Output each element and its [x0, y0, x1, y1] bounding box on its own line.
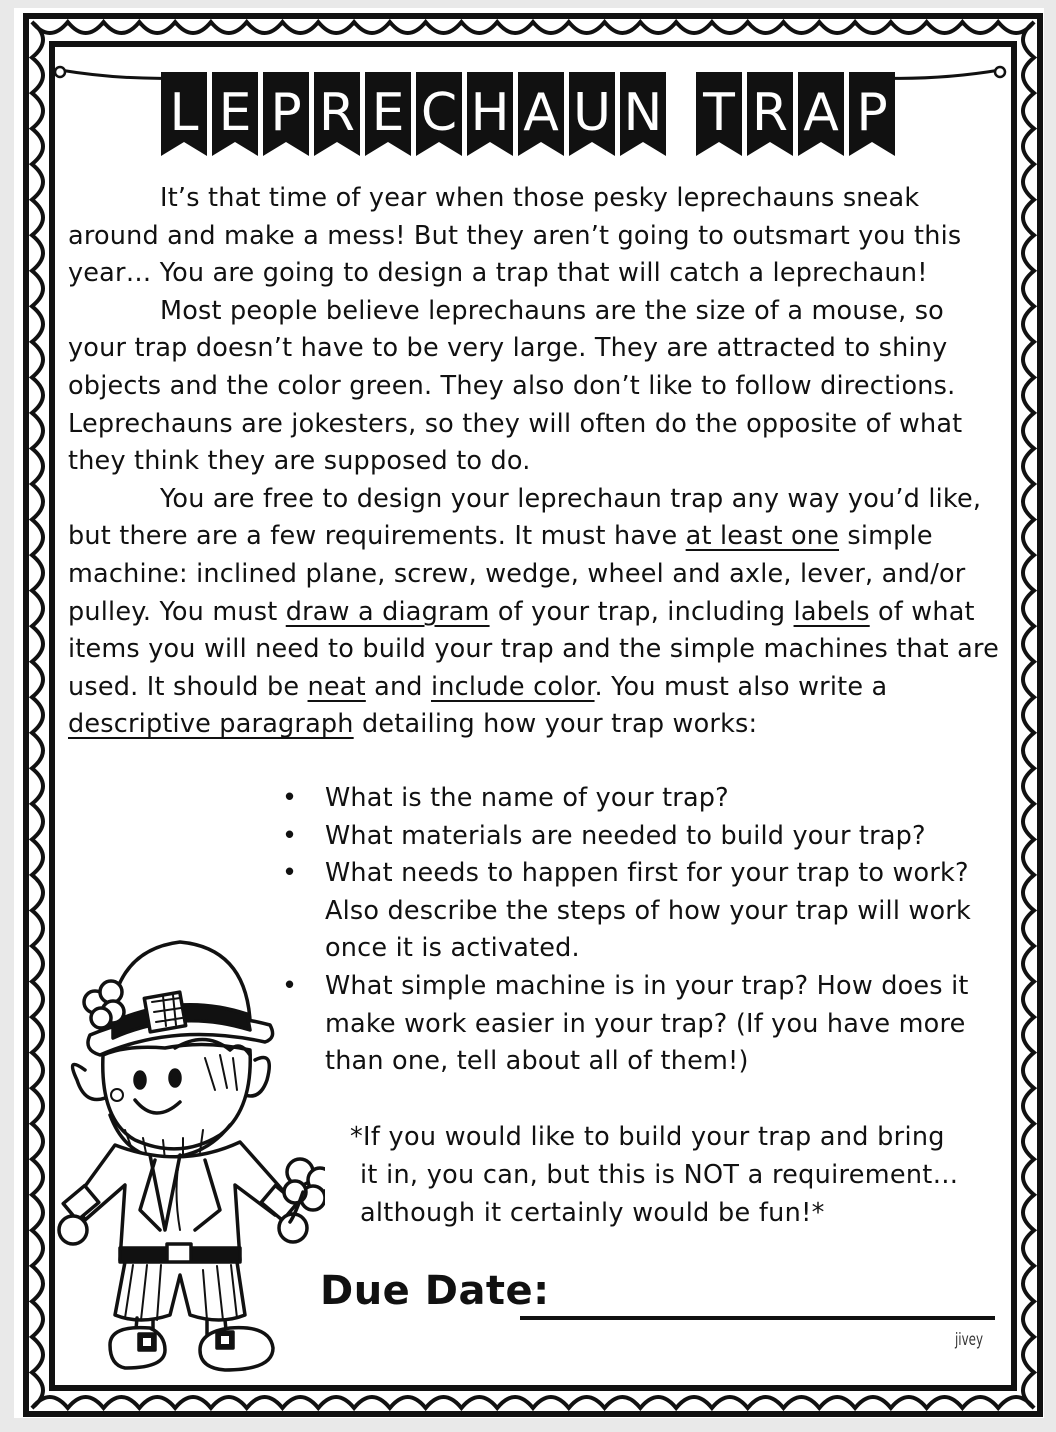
- banner-pennant: [747, 72, 793, 156]
- author-credit: jivey: [955, 1330, 984, 1350]
- banner-letter: E: [371, 83, 405, 143]
- underline-draw-a-diagram: draw a diagram: [285, 596, 490, 627]
- banner-pennant: [161, 72, 207, 156]
- banner-letter: A: [523, 83, 559, 143]
- banner-letter: P: [270, 83, 302, 143]
- banner-pennant: [518, 72, 564, 156]
- list-item: • What is the name of your trap?: [280, 780, 980, 818]
- leprechaun-illustration: [55, 930, 325, 1380]
- banner-letter: P: [856, 83, 888, 143]
- banner-letter: R: [751, 83, 789, 143]
- banner-letter: E: [218, 83, 252, 143]
- list-item: • What simple machine is in your trap? How does it make work easier in your trap? (If you have more than one, tell about all of them!): [280, 968, 980, 1081]
- list-item: • What materials are needed to build your trap?: [280, 818, 980, 856]
- banner-pennant: [416, 72, 462, 156]
- due-date-label: Due Date:: [320, 1268, 550, 1314]
- requirements-paragraph: You are free to design your leprechaun trap any way you’d like, but there are a few requirements. It must have at least one simple machine: inclined plane, screw, wedge, wheel and axle, lever, and/or pulley. You must draw a diagram of your trap, including labels of what items you will need to build your trap and the simple machines that are used. It should be neat and include color. You must also write a descriptive paragraph detailing how your trap works:: [68, 483, 999, 740]
- underline-labels: labels: [793, 596, 870, 627]
- list-item: • What needs to happen first for your trap to work? Also describe the steps of how your trap will work once it is activated.: [280, 855, 980, 968]
- banner-pennant: [620, 72, 666, 156]
- banner-letter: U: [572, 83, 612, 143]
- banner-letter: L: [169, 83, 199, 143]
- instructions-text: [68, 180, 1003, 744]
- underline-at-least-one: at least one: [685, 521, 840, 552]
- title-banner: [0, 70, 1056, 170]
- underline-descriptive-paragraph: descriptive paragraph: [68, 709, 354, 740]
- question-list: [280, 780, 980, 1081]
- note-line: it in, you can, but this is NOT a requirement…: [360, 1160, 959, 1190]
- leprechaun-facts-paragraph: Most people believe leprechauns are the size of a mouse, so your trap doesn’t have to be very large. They are attracted to shiny objects and the color green. They also don’t like to follow directions. Leprechauns are jokesters, so they will often do the opposite of what they think they are supposed to do.: [68, 295, 963, 477]
- underline-include-color: include color: [431, 671, 595, 702]
- banner-pennant: [467, 72, 513, 156]
- note-line: although it certainly would be fun!*: [360, 1198, 825, 1228]
- optional-build-note: [350, 1118, 990, 1232]
- intro-paragraph: It’s that time of year when those pesky leprechauns sneak around and make a mess! But they aren’t going to outsmart you this year… You are going to design a trap that will catch a leprechaun!: [68, 183, 962, 289]
- banner-letter: N: [623, 83, 663, 143]
- underline-neat: neat: [307, 671, 366, 702]
- due-date-blank[interactable]: [520, 1316, 995, 1320]
- banner-pennant: [696, 72, 742, 156]
- banner-letter: R: [318, 83, 356, 143]
- banner-pennant: [212, 72, 258, 156]
- note-line: *If you would like to build your trap and bring: [350, 1122, 945, 1152]
- banner-pennant: [849, 72, 895, 156]
- banner-letter: C: [420, 83, 458, 143]
- banner-pennant: [314, 72, 360, 156]
- banner-pennant: [365, 72, 411, 156]
- banner-letter: A: [803, 83, 839, 143]
- banner-letter: H: [470, 83, 510, 143]
- banner-letter: T: [703, 83, 735, 143]
- banner-pennant: [263, 72, 309, 156]
- banner-pennant: [798, 72, 844, 156]
- banner-pennant: [569, 72, 615, 156]
